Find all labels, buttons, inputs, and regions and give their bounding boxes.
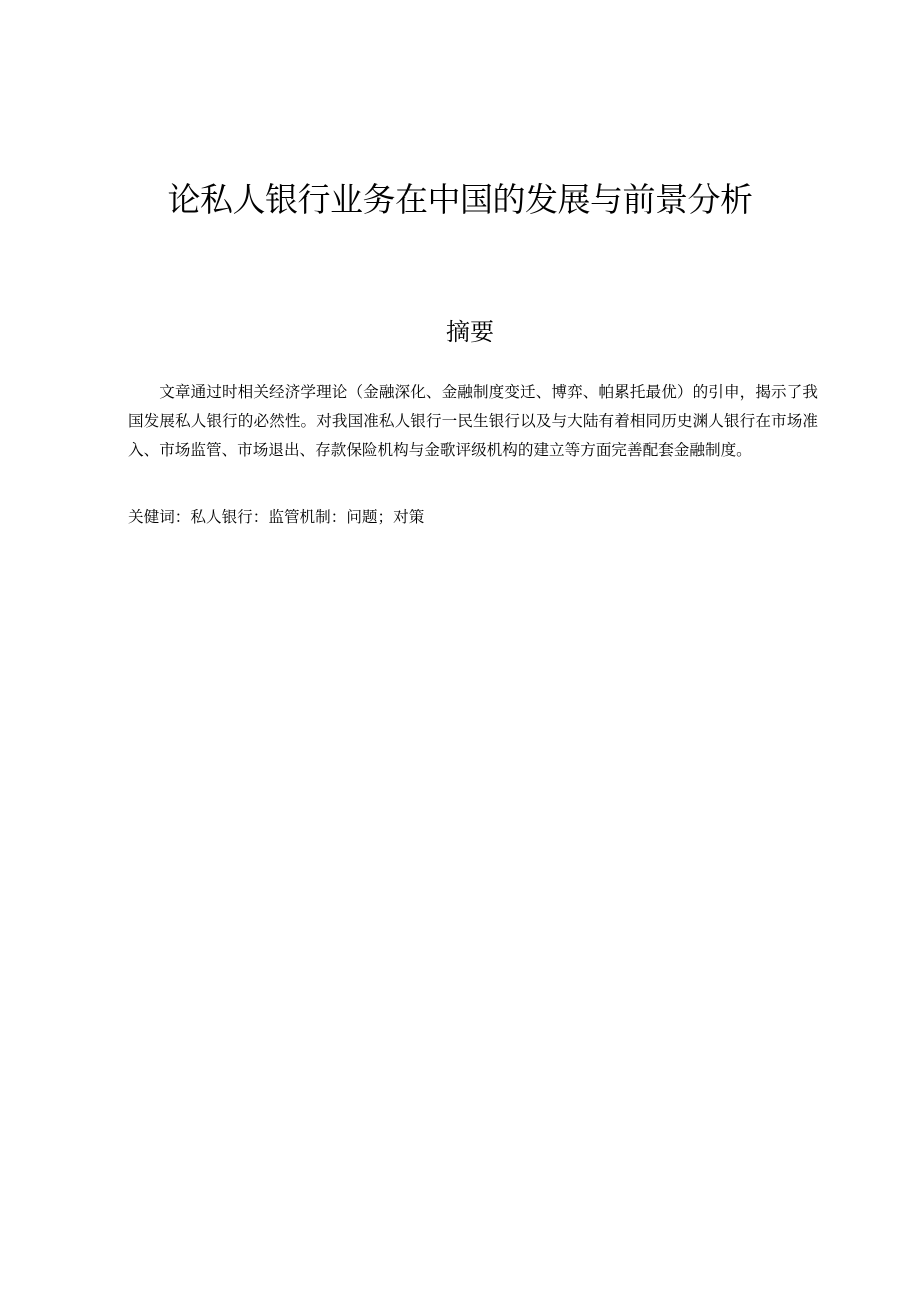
abstract-paragraph: 文章通过时相关经济学理论（金融深化、金融制度变迁、博弈、帕累托最优）的引申，揭示了我国发展私人银行的必然性。对我国准私人银行一民生银行以及与大陆有着相同历史渊人银行在市场准入、市场监管、市场退出、存款保险机构与金歌评级机构的建立等方面完善配套金融制度。	[128, 383, 818, 459]
keywords-line: 关健词：私人银行：监管机制：问题；对策	[128, 508, 425, 526]
document-title: 论私人银行业务在中国的发展与前景分析	[167, 180, 753, 219]
abstract-heading: 摘要	[446, 318, 494, 346]
